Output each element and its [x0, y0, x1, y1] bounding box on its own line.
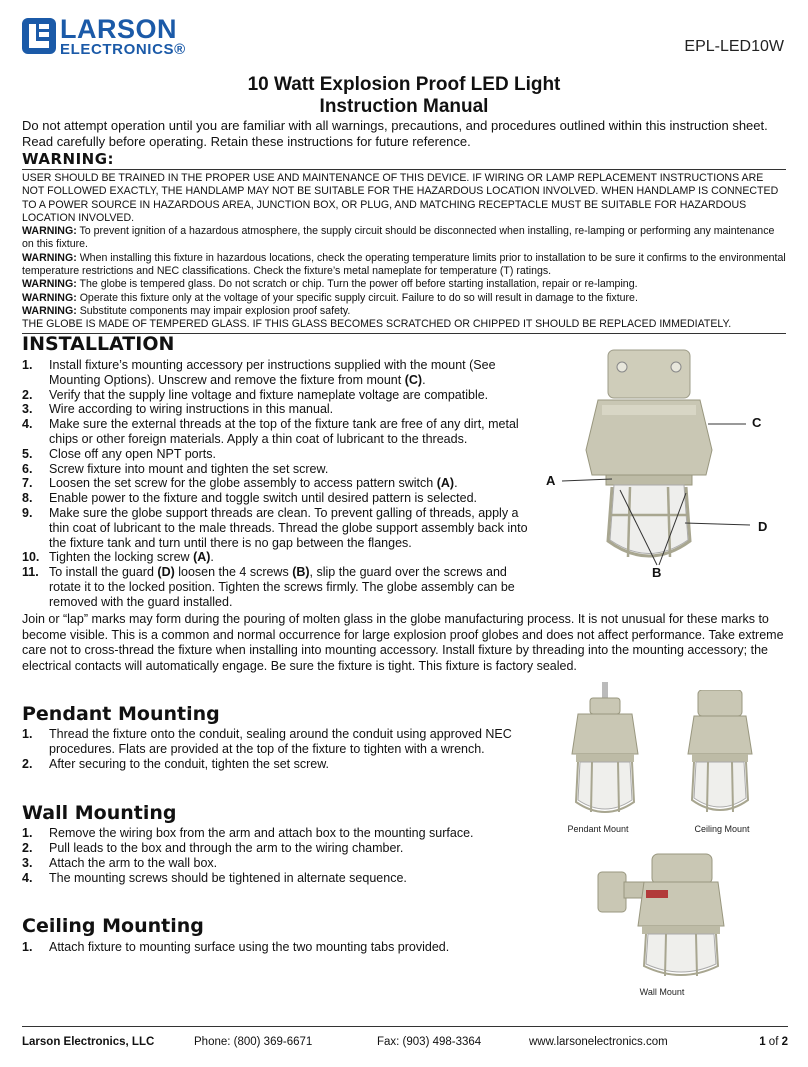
fixture-diagram: [540, 345, 790, 585]
larson-logo-icon: [22, 18, 56, 54]
wall-mounting-heading: Wall Mounting: [22, 802, 177, 824]
warning-globe-text: THE GLOBE IS MADE OF TEMPERED GLASS. IF THIS GLASS BECOMES SCRATCHED OR CHIPPED IT SHOULD BE REPLACED IMMEDIATELY.: [22, 318, 732, 331]
logo-word-electronics: ELECTRONICS®: [60, 41, 186, 58]
footer-fax: Fax: (903) 498-3364: [377, 1036, 482, 1048]
installation-heading: INSTALLATION: [22, 333, 175, 355]
pendant-mount-caption: Pendant Mount: [567, 824, 629, 834]
footer-website-link[interactable]: www.larsonelectronics.com: [529, 1036, 668, 1048]
ceiling-mounting-steps: [22, 940, 532, 955]
list-item: 1. Attach fixture to mounting surface using the two mounting tabs provided.: [22, 940, 450, 954]
warning-caps-text: USER SHOULD BE TRAINED IN THE PROPER USE AND MAINTENANCE OF THIS DEVICE. IF WIRING OR LAMP REPLACEMENT INSTRUCTIONS ARE NOT FOLLOWED EXACTLY, THE HANDLAMP MAY NOT BE SUITABLE FOR THE HAZARDOUS LOCATION INVOLVED. WHEN HANDLAMP IS CONNECTED TO A POWER SOURCE IN HAZARDOUS AREA, JUNCTION BOX, OR PLUG, AND MATCHING RECEPTACLE MUST BE SUITABLE FOR HAZARDOUS LOCATION INVOLVED.: [22, 172, 779, 224]
list-item: 7. Loosen the set screw for the globe assembly to access pattern switch (A).: [22, 476, 458, 491]
fixture-illustration: [540, 345, 790, 585]
intro-paragraph: Do not attempt operation until you are familiar with all warnings, precautions, and procedures outlined within this instruction sheet. Read carefully before operating. Retain these instructions for future reference.: [22, 118, 768, 149]
page-header: [22, 14, 788, 64]
footer-page-number: 1 of 2: [759, 1036, 788, 1048]
callout-d: D: [758, 519, 768, 534]
list-item: 11. To install the guard (D) loosen the 4 screws (B), slip the guard over the screws and rotate it to the locked position. Tighten the screws firmly. The globe assembly can be removed with the guard installed.: [22, 565, 515, 609]
list-item: 3. Wire according to wiring instructions in this manual.: [22, 402, 334, 417]
footer-phone: Phone: (800) 369-6671: [194, 1036, 313, 1048]
list-item: 2. After securing to the conduit, tighten the set screw.: [22, 757, 330, 771]
warning-item: WARNING: Substitute components may impair explosion proof safety.: [22, 304, 351, 317]
list-item: 1. Remove the wiring box from the arm and attach box to the mounting surface.: [22, 826, 474, 840]
lap-marks-paragraph: Join or “lap” marks may form during the pouring of molten glass in the globe manufacturing process. It is not unusual for these marks to become visible. This is a common and normal occurrence for large explosion proof globes and does not affect performance. Take extreme care not to cross-thread the fixture when installing into mounting accessory. Install fixture by threading into the mounting accessory; the electrical contacts will automatically engage. Be sure the fixture is tight. This fixture is factory sealed.: [22, 612, 784, 673]
warning-item: WARNING: The globe is tempered glass. Do not scratch or chip. Turn the power off before starting installation, repair or re-lamping.: [22, 278, 638, 291]
ceiling-mount-image: [680, 690, 760, 820]
list-item: 4. Make sure the external threads at the top of the fixture tank are free of any dirt, metal chips or other foreign materials. Apply a thin coat of lubricant to the threads.: [22, 417, 519, 446]
wall-mount-image: [594, 846, 744, 981]
ceiling-mounting-heading: Ceiling Mounting: [22, 915, 204, 937]
callout-c: C: [752, 415, 762, 430]
document-id: EPL-LED10W: [684, 38, 784, 55]
warning-heading: WARNING:: [22, 150, 115, 168]
list-item: 1. Thread the fixture onto the conduit, sealing around the conduit using approved NEC procedures. Flats are provided at the top of the fixture to tighten with a wrench.: [22, 727, 512, 756]
list-item: 1. Install fixture’s mounting accessory per instructions supplied with the mount (See Mounting Options). Unscrew and remove the fixture from mount (C).: [22, 358, 496, 387]
pendant-mount-image: [560, 682, 650, 820]
list-item: 3. Attach the arm to the wall box.: [22, 856, 218, 870]
callout-b: B: [652, 565, 662, 580]
warning-item: WARNING: To prevent ignition of a hazardous atmosphere, the supply circuit should be disconnected when installing, re-lamping or performing any maintenance on this fixture.: [22, 225, 775, 251]
list-item: 8. Enable power to the fixture and toggle switch until desired pattern is selected.: [22, 491, 478, 506]
list-item: 2. Pull leads to the box and through the arm to the wiring chamber.: [22, 841, 404, 855]
list-item: 4. The mounting screws should be tightened in alternate sequence.: [22, 871, 407, 885]
list-item: 10. Tighten the locking screw (A).: [22, 550, 214, 565]
installation-steps: [22, 358, 532, 610]
page-subtitle: Instruction Manual: [319, 96, 489, 117]
list-item: 6. Screw fixture into mount and tighten the set screw.: [22, 461, 329, 476]
logo-word-larson: LARSON: [60, 14, 177, 44]
page-footer: [22, 1026, 788, 1056]
footer-company: Larson Electronics, LLC: [22, 1036, 155, 1048]
warning-item: WARNING: When installing this fixture in hazardous locations, check the operating temperature limits prior to installation to be sure it confirms to the environmental temperature restrictions and NEC classifications. Check the fixture’s metal nameplate for temperature (T) ratings.: [22, 251, 786, 278]
list-item: 5. Close off any open NPT ports.: [22, 446, 216, 461]
wall-mounting-steps: [22, 826, 532, 886]
pendant-mounting-steps: [22, 727, 532, 772]
list-item: 9. Make sure the globe support threads are clean. To prevent galling of threads, apply a thin coat of lubricant to the male threads. Thread the globe support assembly back into the fixture tank and turn until there is no gap between the flanges.: [22, 505, 528, 550]
pendant-mounting-heading: Pendant Mounting: [22, 703, 220, 725]
ceiling-mount-caption: Ceiling Mount: [694, 824, 750, 834]
larson-logo: [22, 14, 212, 60]
warning-box: [22, 169, 786, 334]
warning-item: WARNING: Operate this fixture only at the voltage of your specific supply circuit. Failure to do so will result in damage to the fixture.: [22, 291, 638, 304]
list-item: 2. Verify that the supply line voltage and fixture nameplate voltage are compatible.: [22, 387, 489, 402]
callout-a: A: [546, 473, 556, 488]
wall-mount-caption: Wall Mount: [639, 987, 685, 997]
page-title: 10 Watt Explosion Proof LED Light: [247, 74, 561, 95]
